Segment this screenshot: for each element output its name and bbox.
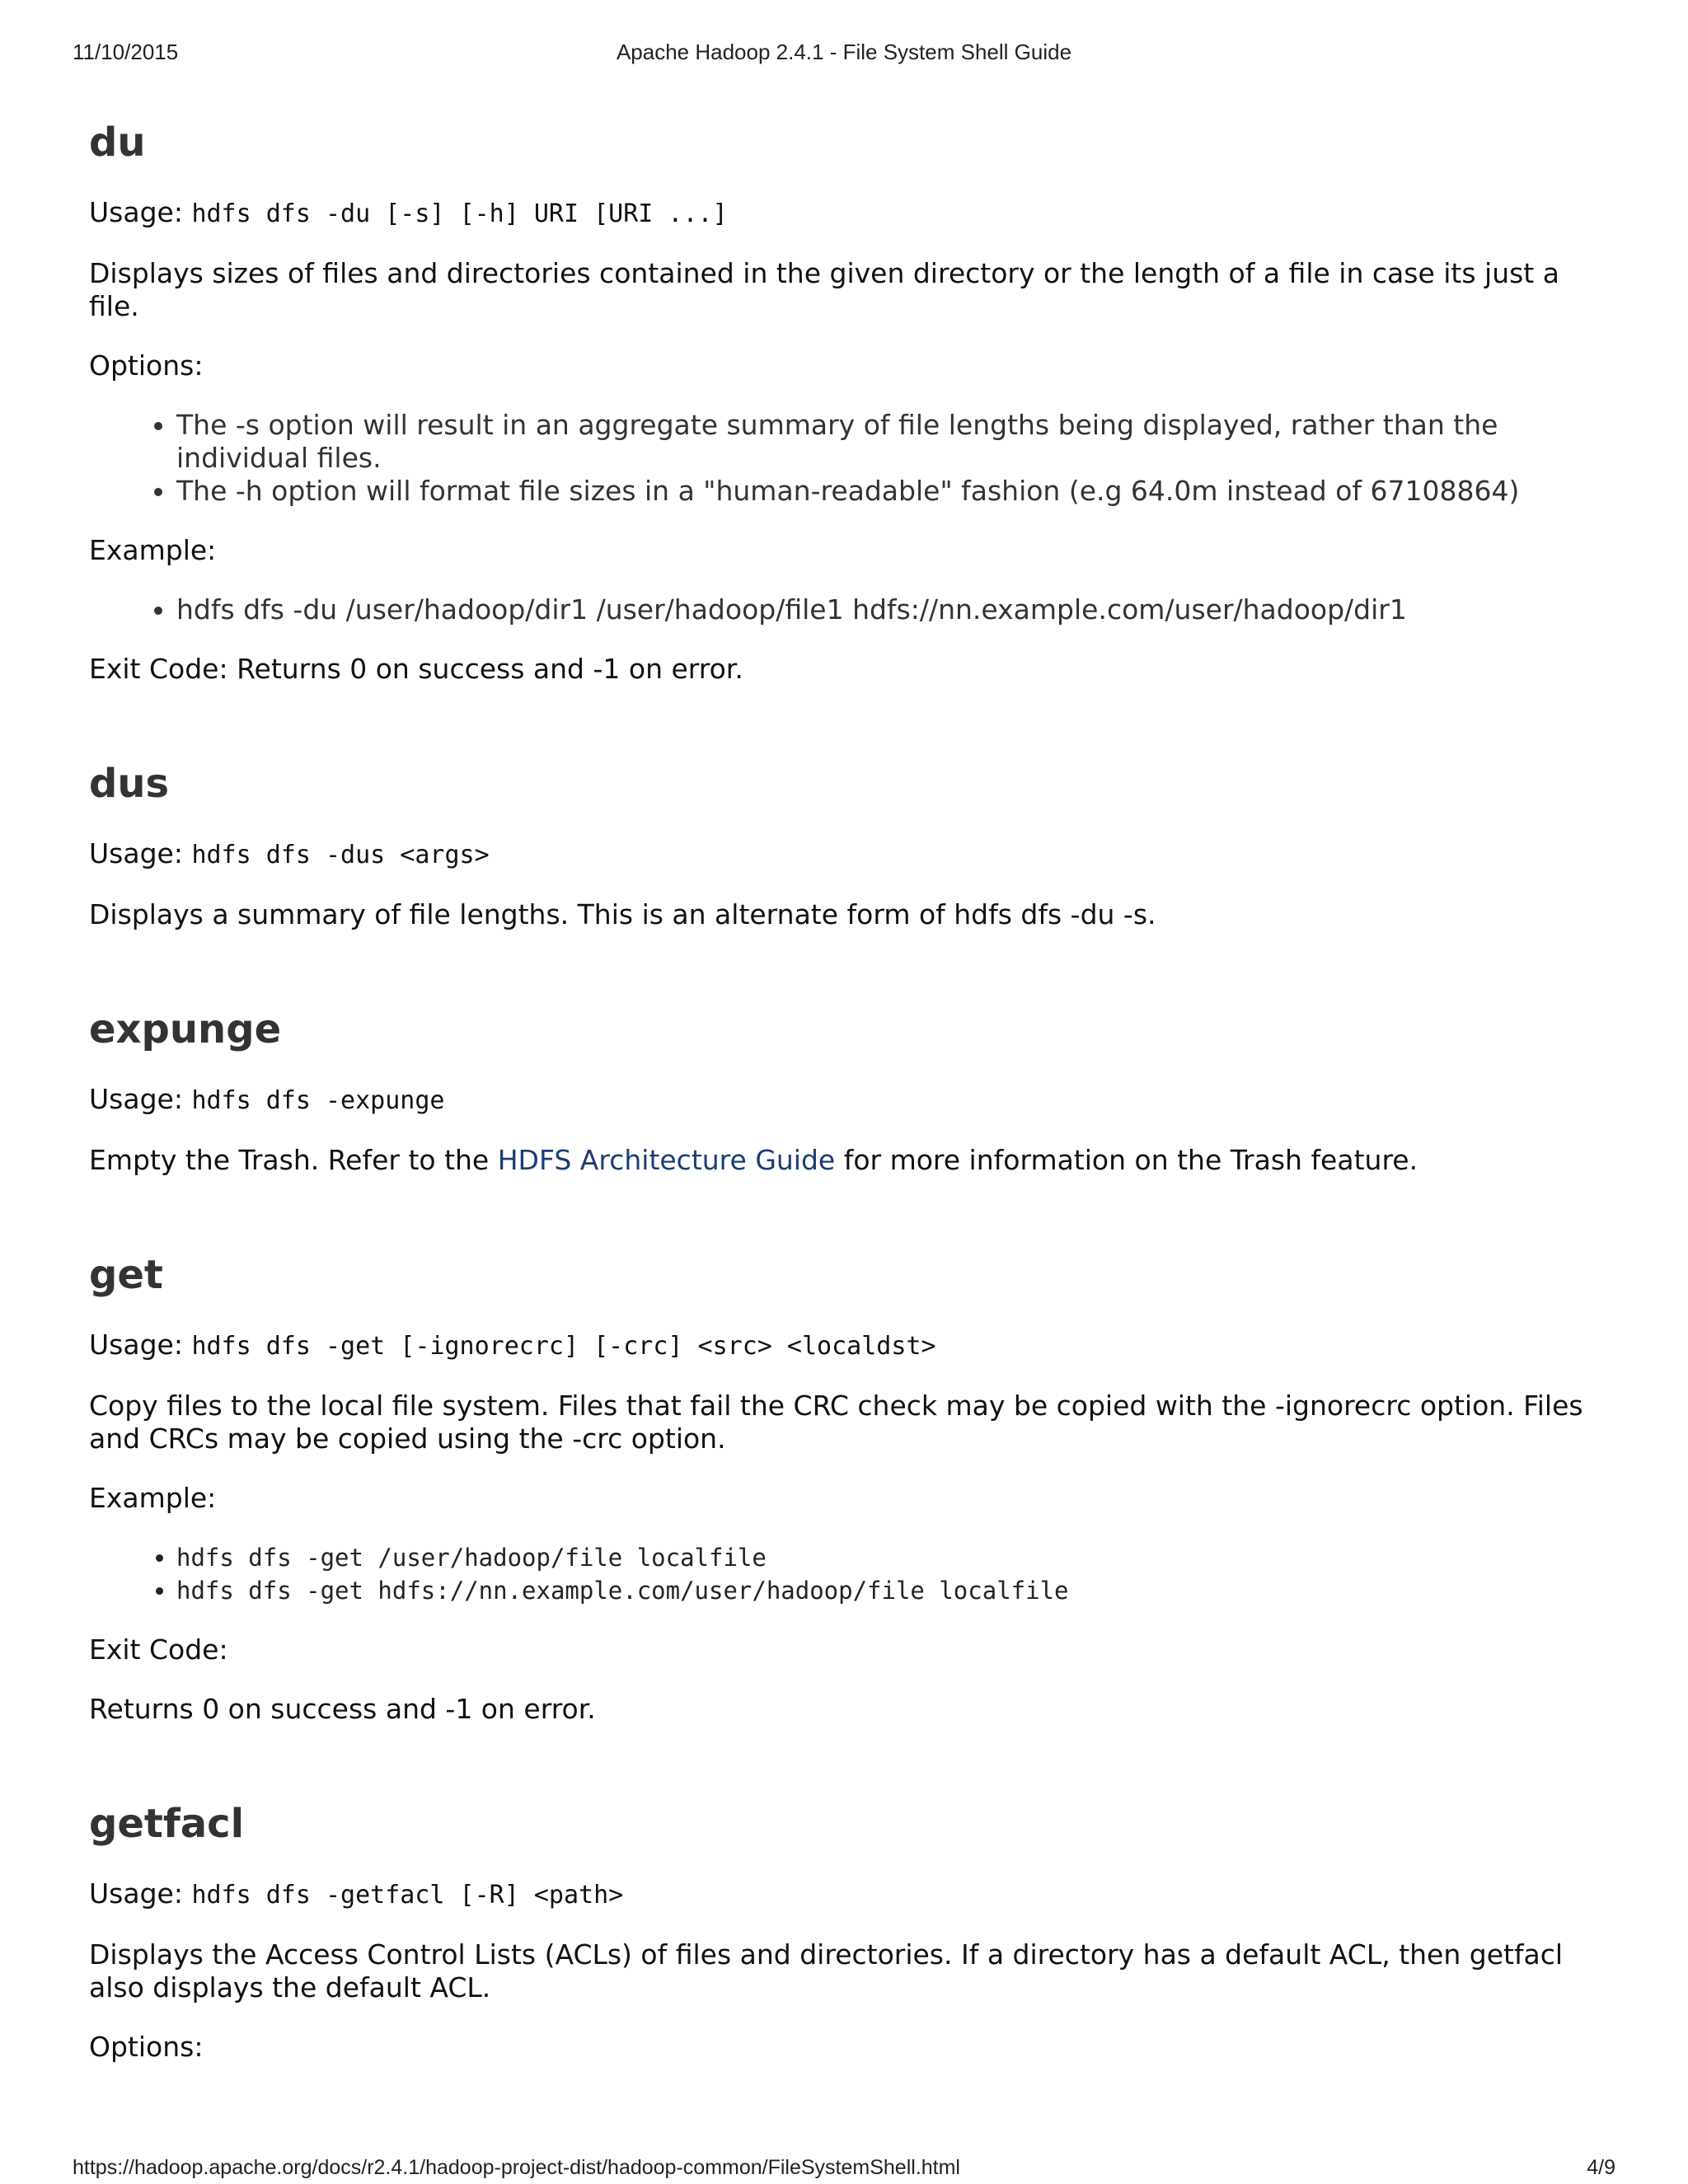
description-text: for more information on the Trash feature. (835, 1144, 1418, 1176)
section-get (89, 1248, 1606, 1726)
list-item: • hdfs dfs -get hdfs://nn.example.com/user/hadoop/file localfile (176, 1574, 1606, 1607)
print-url: https://hadoop.apache.org/docs/r2.4.1/hadoop-project-dist/hadoop-common/FileSystemShell.html (73, 2156, 960, 2179)
usage-getfacl (89, 1877, 1606, 1912)
example-list-du (89, 593, 1606, 626)
usage-code-getfacl: hdfs dfs -getfacl [-R] <path> (191, 1881, 624, 1910)
usage-label: Usage: (89, 1877, 183, 1910)
usage-label: Usage: (89, 196, 183, 228)
exit-code-du: Exit Code: Returns 0 on success and -1 on error. (89, 653, 743, 685)
example-list-get (89, 1541, 1606, 1607)
usage-code-get: hdfs dfs -get [-ignorecrc] [-crc] <src> <localdst> (191, 1332, 936, 1361)
exit-code-text-get: Returns 0 on success and -1 on error. (89, 1693, 596, 1725)
section-heading-get: get (89, 1252, 163, 1298)
example-label-du: Example: (89, 534, 217, 566)
usage-label: Usage: (89, 837, 183, 869)
section-heading-dus: dus (89, 761, 170, 807)
description-dus: Displays a summary of file lengths. This is an alternate form of hdfs dfs -du -s. (89, 898, 1156, 930)
usage-du (89, 196, 1606, 231)
list-item: • The -h option will format file sizes in a "human-readable" fashion (e.g 64.0m instead of 67108864) (176, 475, 1606, 508)
print-title: Apache Hadoop 2.4.1 - File System Shell Guide (616, 40, 1072, 64)
section-heading-getfacl: getfacl (89, 1801, 245, 1847)
usage-get (89, 1329, 1606, 1363)
usage-dus (89, 837, 1606, 872)
options-label-du: Options: (89, 349, 204, 382)
usage-label: Usage: (89, 1083, 183, 1115)
description-du: Displays sizes of files and directories contained in the given directory or the length of a file in case its just a file. (89, 257, 1559, 322)
list-item: • hdfs dfs -du /user/hadoop/dir1 /user/hadoop/file1 hdfs://nn.example.com/user/hadoop/dir1 (176, 593, 1606, 626)
section-heading-expunge: expunge (89, 1006, 282, 1052)
example-label-get: Example: (89, 1482, 217, 1514)
page-number: 4/9 (1587, 2156, 1615, 2179)
document-content (89, 115, 1606, 2064)
description-getfacl: Displays the Access Control Lists (ACLs) of files and directories. If a directory has a default ACL, then getfacl also displays the default ACL. (89, 1938, 1564, 2004)
print-footer (73, 2156, 1615, 2184)
description-text: Empty the Trash. Refer to the (89, 1144, 498, 1176)
section-heading-du: du (89, 120, 146, 166)
list-item: • The -s option will result in an aggregate summary of file lengths being displayed, rather than the individual files. (176, 409, 1606, 475)
description-get: Copy files to the local file system. Files that fail the CRC check may be copied with the -ignorecrc option. Files and CRCs may be copied using the -crc option. (89, 1390, 1583, 1455)
description-expunge (89, 1144, 1606, 1177)
section-expunge (89, 1002, 1606, 1177)
usage-label: Usage: (89, 1329, 183, 1361)
usage-code-du: hdfs dfs -du [-s] [-h] URI [URI ...] (191, 199, 728, 228)
list-item: • hdfs dfs -get /user/hadoop/file localfile (176, 1541, 1606, 1574)
section-getfacl (89, 1797, 1606, 2064)
usage-expunge (89, 1083, 1606, 1118)
options-list-du (89, 409, 1606, 508)
section-du (89, 115, 1606, 686)
exit-code-label-get: Exit Code: (89, 1633, 228, 1666)
usage-code-dus: hdfs dfs -dus <args> (191, 841, 490, 869)
section-dus (89, 757, 1606, 931)
print-header (73, 40, 1615, 69)
usage-code-expunge: hdfs dfs -expunge (191, 1086, 445, 1115)
options-label-getfacl: Options: (89, 2031, 204, 2063)
hdfs-architecture-guide-link[interactable]: HDFS Architecture Guide (497, 1144, 836, 1176)
print-date: 11/10/2015 (73, 40, 179, 64)
